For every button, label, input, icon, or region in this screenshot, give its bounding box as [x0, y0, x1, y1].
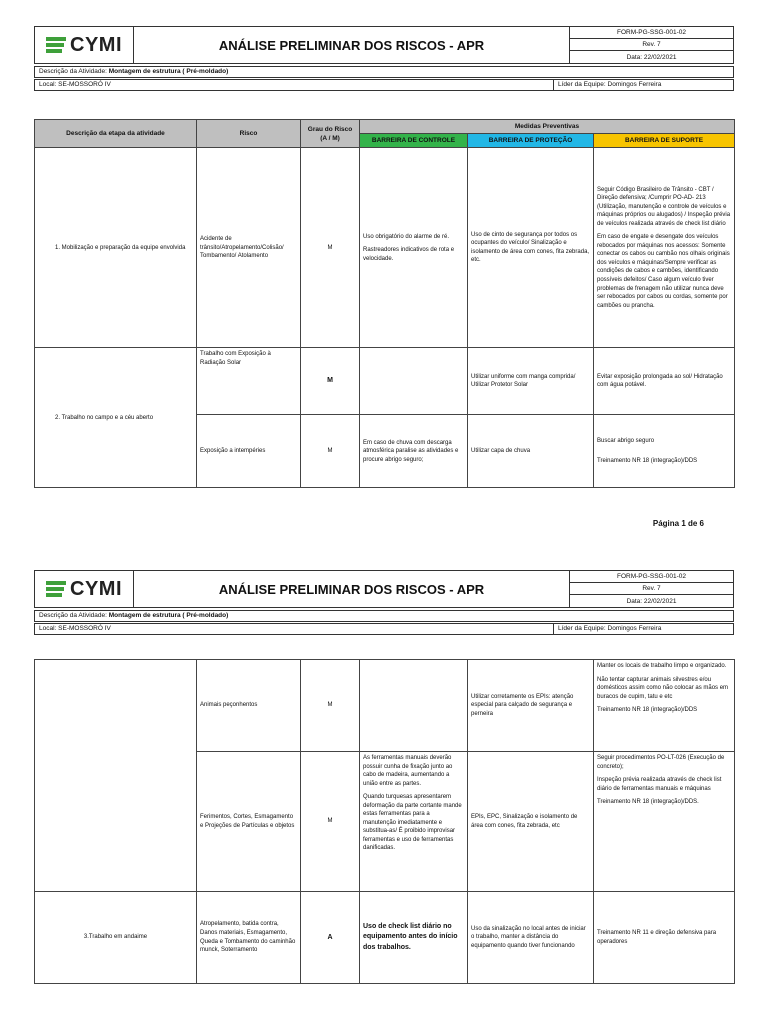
date-text: Data: 22/02/2021: [626, 597, 677, 605]
company-logo: [34, 26, 134, 64]
table-row: [35, 660, 735, 752]
protection-text: Uso de cinto de segurança por todos os ocupantes do veículo/ Sinalização e isolamento de área com cones, fita zebrada, etc.: [471, 231, 590, 264]
logo-text: CYMI: [70, 33, 122, 56]
document-title: [133, 570, 570, 608]
company-logo: [34, 570, 134, 608]
risk-cell: Animais peçonhentos: [197, 660, 301, 752]
local-text: Local: SE-MOSSORÓ IV: [39, 81, 111, 88]
risk-cell: Atropelamento, batida contra, Danos materiais, Esmagamento, Queda e Tombamento do caminhão munck, Soterramento: [197, 892, 301, 984]
control-cell: [360, 148, 468, 348]
control-cell: [360, 348, 468, 415]
degree-cell: M: [301, 752, 360, 892]
risk-cell: Trabalho com Exposição à Radiação Solar: [197, 348, 301, 415]
protection-text: Uso da sinalização no local antes de iniciar o trabalho, manter a distância do equipamento quando tiver funcionando: [471, 925, 586, 949]
degree-cell: A: [301, 892, 360, 984]
logo-text: CYMI: [70, 577, 122, 600]
column-header-control: BARREIRA DE CONTROLE: [360, 134, 468, 148]
title-text: ANÁLISE PRELIMINAR DOS RISCOS - APR: [218, 581, 485, 597]
column-header-degree: Grau do Risco (A / M): [301, 120, 360, 148]
control-cell: [360, 415, 468, 488]
control-text: As ferramentas manuais deverão possuir cunha de fixação junto ao cabo de madeira, aumentando a união entre as partes.: [363, 755, 453, 787]
revision-date: [569, 50, 734, 64]
control-text: Rastreadores indicativos de rota e velocidade.: [363, 247, 455, 262]
revision-date: [569, 594, 734, 608]
protection-text: EPIs, EPC, Sinalização e isolamento de área com cones, fita zebrada, etc: [471, 813, 578, 829]
support-cell: [594, 660, 735, 752]
support-cell: [594, 415, 735, 488]
risk-cell: Acidente de trânsito/Atropelamento/Colisão/ Tombamento/ Atolamento: [197, 148, 301, 348]
support-text: Manter os locais de trabalho limpo e organizado.: [597, 663, 727, 669]
control-text: Em caso de chuva com descarga atmosférica paralise as atividades e procure abrigo seguro;: [363, 439, 459, 463]
step-cell: 2. Trabalho no campo e a céu aberto: [35, 348, 197, 488]
logo-mark-icon: [46, 37, 66, 53]
column-header-measures: Medidas Preventivas: [360, 120, 735, 134]
step-cell: 3.Trabalho em andaime: [35, 892, 197, 984]
protection-cell: [468, 148, 594, 348]
activity-description: [34, 610, 734, 622]
protection-cell: [468, 348, 594, 415]
support-cell: [594, 148, 735, 348]
activity-description: [34, 66, 734, 78]
support-text: Seguir Código Brasileiro de Trânsito - CBT / Direção defensiva; /Cumprir PO-AD- 213 (Utilização, manutenção e controle de veículos e máquinas próprios ou alugados) / Inspeção prévia de veículos realizada através de check list diário: [597, 186, 731, 227]
degree-cell: M: [301, 660, 360, 752]
column-header-protection: BARREIRA DE PROTEÇÃO: [468, 134, 594, 148]
protection-cell: [468, 752, 594, 892]
form-code-text: FORM-PG-SSG-001-02: [617, 573, 686, 580]
support-cell: [594, 752, 735, 892]
step-cell: [35, 660, 197, 892]
protection-cell: [468, 415, 594, 488]
control-cell: [360, 752, 468, 892]
protection-text: Utilizar corretamente os EPIs: atenção especial para calçado de segurança e perneira: [471, 693, 574, 717]
activity-value: Montagem de estrutura ( Pré-moldado): [108, 612, 229, 619]
support-text: Seguir procedimentos PO-LT-026 (Execução de concreto);: [597, 755, 725, 770]
revision-text: Rev. 7: [642, 585, 661, 592]
degree-cell: M: [301, 415, 360, 488]
column-header-risk: Risco: [197, 120, 301, 148]
protection-cell: [468, 892, 594, 984]
team-leader-field: [553, 79, 734, 91]
document-title: [133, 26, 570, 64]
support-cell: [594, 348, 735, 415]
support-text: Evitar exposição prolongada ao sol/ Hidratação com água potável.: [597, 373, 723, 389]
activity-label: Descrição da Atividade:: [39, 612, 107, 619]
date-text: Data: 22/02/2021: [626, 53, 677, 61]
control-cell: [360, 660, 468, 752]
table-row: [35, 892, 735, 984]
support-text: Treinamento NR 18 (integração)/DDS.: [597, 799, 699, 806]
control-text: Uso de check list diário no equipamento antes do início dos trabalhos.: [363, 923, 458, 951]
form-code-text: FORM-PG-SSG-001-02: [617, 29, 686, 36]
risk-table-page-1: [34, 119, 735, 488]
column-header-step: Descrição da etapa da atividade: [35, 120, 197, 148]
local-field: [34, 79, 554, 91]
title-text: ANÁLISE PRELIMINAR DOS RISCOS - APR: [218, 37, 485, 53]
control-text: Uso obrigatório do alarme de ré.: [363, 233, 450, 240]
team-leader-text: Líder da Equipe: Domingos Ferreira: [558, 625, 662, 632]
protection-text: Utilizar uniforme com manga comprida/ Utilizar Protetor Solar: [471, 373, 576, 389]
support-cell: [594, 892, 735, 984]
risk-table-page-2: [34, 659, 735, 984]
protection-text: Utilizar capa de chuva: [471, 448, 531, 455]
risk-cell: Ferimentos, Cortes, Esmagamento e Projeções de Partículas e objetos: [197, 752, 301, 892]
support-text: Em caso de engate e desengate dos veículos rebocados por máquinas nos acessos: Somente conectar os cabos ou cambão nos olhais originais dos veículos e máquinas/Sempre verificar as condições de cabos e cambões, identificando possíveis defeitos/ Caso algum veículo tiver problemas de frenagem não utilizar nunca deve ser rebocados por cabos ou cordas, somente por cambões ou prancha.: [597, 234, 730, 309]
degree-cell: M: [301, 348, 360, 415]
risk-cell: Exposição a intempéries: [197, 415, 301, 488]
activity-label: Descrição da Atividade:: [39, 68, 107, 75]
support-text: Treinamento NR 11 e direção defensiva para operadores: [597, 929, 717, 945]
support-text: Não tentar capturar animais silvestres e/ou domésticos assim como não colocar as mãos em buracos de cupim, tatu e etc: [597, 676, 729, 700]
table-row: [35, 348, 735, 415]
support-text: Treinamento NR 18 (integração)/DDS: [597, 458, 698, 465]
support-text: Treinamento NR 18 (integração)/DDS: [597, 707, 698, 714]
document-page-2: [0, 545, 768, 1024]
activity-value: Montagem de estrutura ( Pré-moldado): [108, 68, 229, 75]
team-leader-text: Líder da Equipe: Domingos Ferreira: [558, 81, 662, 88]
support-text: Buscar abrigo seguro: [597, 437, 655, 444]
control-cell: [360, 892, 468, 984]
page-number: Página 1 de 6: [652, 519, 704, 528]
table-row: [35, 148, 735, 348]
local-text: Local: SE-MOSSORÓ IV: [39, 625, 111, 632]
control-text: Quando turquesas apresentarem deformação da parte cortante mande estas ferramentas para a manutenção imediatamente e substitua-as/ É proibido improvisar ferramentas e uso de ferramentas danificadas.: [363, 794, 462, 852]
revision-text: Rev. 7: [642, 41, 661, 48]
logo-mark-icon: [46, 581, 66, 597]
support-text: Inspeção prévia realizada através de check list diário de ferramentas manuais e máquinas: [597, 777, 722, 792]
degree-cell: M: [301, 148, 360, 348]
local-field: [34, 623, 554, 635]
team-leader-field: [553, 623, 734, 635]
protection-cell: [468, 660, 594, 752]
step-cell: 1. Mobilização e preparação da equipe envolvida: [35, 148, 197, 348]
column-header-support: BARREIRA DE SUPORTE: [594, 134, 735, 148]
